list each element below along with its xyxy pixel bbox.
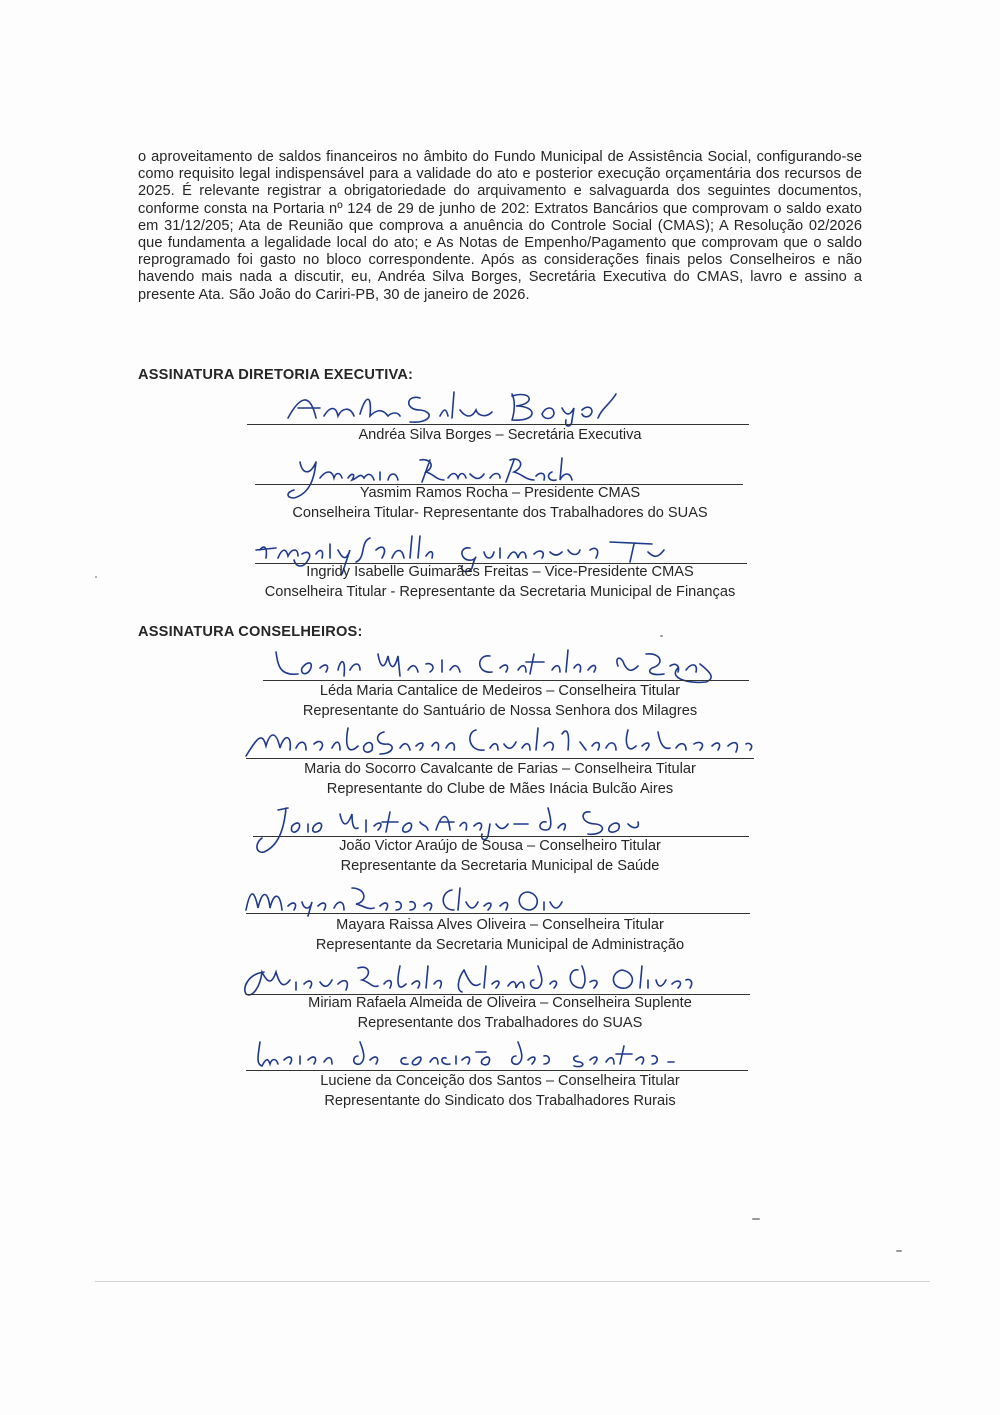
heading-directors: ASSINATURA DIRETORIA EXECUTIVA: [138, 367, 414, 383]
signatory-role: Representante do Santuário de Nossa Senhora dos Milagres [302, 703, 698, 719]
minutes-paragraph: o aproveitamento de saldos financeiros no âmbito do Fundo Municipal de Assistência Social, configurando-se como requisito legal indispensável para a validade do ato e posterior execução orçamentária dos recursos de 2025. É relevante registrar a obrigatoriedade do arquivamento e salvaguarda dos seguintes documentos, conforme consta na Portaria nº 124 de 29 de junho de 202: Extratos Bancários que comprovam o saldo exato em 31/12/205; Ata de Reunião que comprova a anuência do Controle Social (CMAS); A Resolução 02/2026 que fundamenta a legalidade local do ato; e As Notas de Empenho/Pagamento que comprovam que o saldo reprogramado foi gasto no bloco correspondente. Após as considerações finais pelos Conselheiros e não havendo mais nada a discutir, eu, Andréa Silva Borges, Secretária Executiva do CMAS, lavro e assino a presente Ata. São João do Cariri-PB, 30 de janeiro de 2026. [138, 149, 862, 303]
signatory-role: Representante dos Trabalhadores do SUAS [357, 1015, 643, 1031]
signature-line [263, 680, 749, 681]
signature-line [246, 913, 750, 914]
signatory-role: Representante do Sindicato dos Trabalhadores Rurais [324, 1093, 676, 1109]
page-edge-divider [95, 1281, 930, 1282]
scan-speck [660, 635, 663, 637]
signatory-name: Ingridy Isabelle Guimarães Freitas – Vice-Presidente CMAS [306, 564, 694, 580]
signature-line [246, 758, 754, 759]
signatory-name: Yasmim Ramos Rocha – Presidente CMAS [359, 485, 641, 501]
signatory-name: Miriam Rafaela Almeida de Oliveira – Conselheira Suplente [308, 995, 692, 1011]
handwritten-signature [280, 388, 620, 428]
signatory-name: Mayara Raissa Alves Oliveira – Conselheira Titular [336, 917, 664, 933]
signatory-role: Representante da Secretaria Municipal de Administração [315, 937, 685, 953]
signatory-role: Representante do Clube de Mães Inácia Bulcão Aires [326, 781, 674, 797]
scan-speck [896, 1250, 902, 1252]
scan-speck [752, 1218, 760, 1220]
signatory-name: Maria do Socorro Cavalcante de Farias – Conselheira Titular [304, 761, 696, 777]
signature-line [247, 424, 749, 425]
signatory-name: João Victor Araújo de Sousa – Conselheiro Titular [339, 838, 661, 854]
signatory-role: Conselheira Titular- Representante dos Trabalhadores do SUAS [292, 505, 708, 521]
signatory-name: Léda Maria Cantalice de Medeiros – Conselheira Titular [319, 683, 681, 699]
handwritten-signature [240, 880, 570, 920]
signatory-role: Conselheira Titular - Representante da Secretaria Municipal de Finanças [264, 584, 736, 600]
signatory-name: Luciene da Conceição dos Santos – Conselheira Titular [320, 1073, 680, 1089]
scan-speck [95, 576, 97, 578]
signature-line [246, 1070, 748, 1071]
heading-councilors: ASSINATURA CONSELHEIROS: [138, 624, 363, 640]
signatory-role: Representante da Secretaria Municipal de Saúde [340, 858, 660, 874]
signatory-name: Andréa Silva Borges – Secretária Executiva [358, 427, 642, 443]
